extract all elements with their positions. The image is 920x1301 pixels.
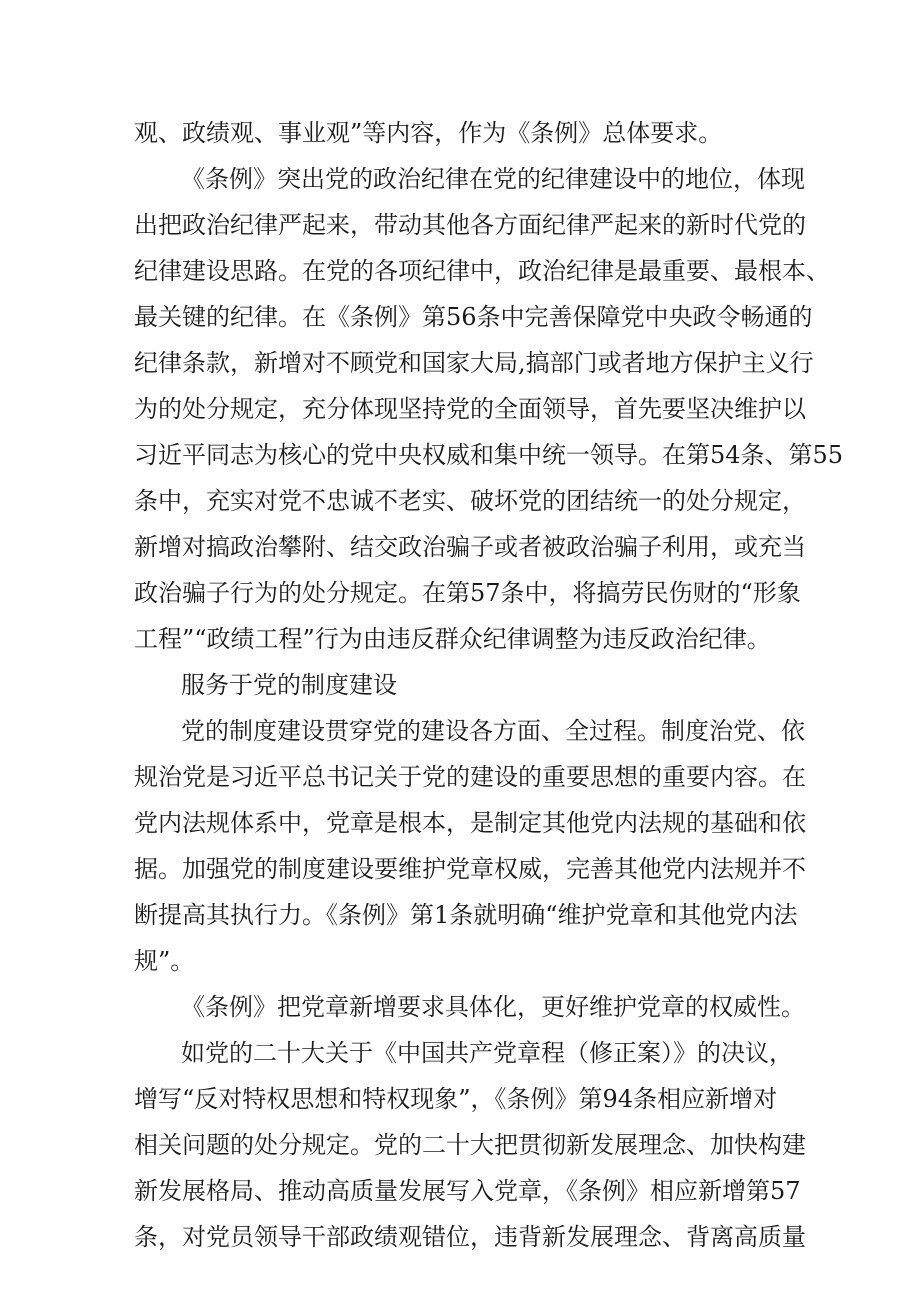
- paragraph-line: 纪律条款，新增对不顾党和国家大局,搞部门或者地方保护主义行: [134, 349, 814, 377]
- paragraph-line: 相关问题的处分规定。党的二十大把贯彻新发展理念、加快构建: [134, 1131, 806, 1159]
- paragraph-line: 《条例》突出党的政治纪律在党的纪律建设中的地位，体现: [181, 165, 805, 193]
- paragraph-line: 习近平同志为核心的党中央权威和集中统一领导。在第54条、第55: [134, 441, 844, 469]
- paragraph-line: 规”。: [134, 947, 195, 975]
- paragraph-line: 纪律建设思路。在党的各项纪律中，政治纪律是最重要、最根本、: [134, 257, 830, 285]
- paragraph-line: 据。加强党的制度建设要维护党章权威，完善其他党内法规并不: [134, 855, 806, 883]
- paragraph-line: 最关键的纪律。在《条例》第56条中完善保障党中央政令畅通的: [134, 303, 813, 331]
- paragraph-line: 新增对搞政治攀附、结交政治骗子或者被政治骗子利用，或充当: [134, 533, 806, 561]
- section-heading: 服务于党的制度建设: [181, 671, 397, 699]
- paragraph-line: 为的处分规定，充分体现坚持党的全面领导，首先要坚决维护以: [134, 395, 806, 423]
- paragraph-line: 党的制度建设贯穿党的建设各方面、全过程。制度治党、依: [181, 717, 805, 745]
- paragraph-line: 政治骗子行为的处分规定。在第57条中，将搞劳民伤财的“形象: [134, 579, 801, 607]
- paragraph-line: 条，对党员领导干部政绩观错位，违背新发展理念、背离高质量: [134, 1223, 806, 1251]
- paragraph-line: 《条例》把党章新增要求具体化，更好维护党章的权威性。: [181, 993, 805, 1021]
- paragraph-line: 出把政治纪律严起来，带动其他各方面纪律严起来的新时代党的: [134, 211, 806, 239]
- paragraph-line: 条中，充实对党不忠诚不老实、破坏党的团结统一的处分规定，: [134, 487, 806, 515]
- paragraph-line: 断提高其执行力。《条例》第1条就明确“维护党章和其他党内法: [134, 901, 798, 929]
- paragraph-line: 观、政绩观、事业观”等内容，作为《条例》总体要求。: [134, 119, 723, 147]
- paragraph-line: 如党的二十大关于《中国共产党章程（修正案）》的决议，: [181, 1039, 793, 1067]
- paragraph-line: 工程”“政绩工程”行为由违反群众纪律调整为违反政治纪律。: [134, 625, 771, 653]
- paragraph-line: 党内法规体系中，党章是根本，是制定其他党内法规的基础和依: [134, 809, 806, 837]
- paragraph-line: 规治党是习近平总书记关于党的建设的重要思想的重要内容。在: [134, 763, 806, 791]
- paragraph-line: 增写“反对特权思想和特权现象”，《条例》第94条相应新增对: [134, 1085, 778, 1113]
- paragraph-line: 新发展格局、推动高质量发展写入党章，《条例》相应新增第57: [134, 1177, 801, 1205]
